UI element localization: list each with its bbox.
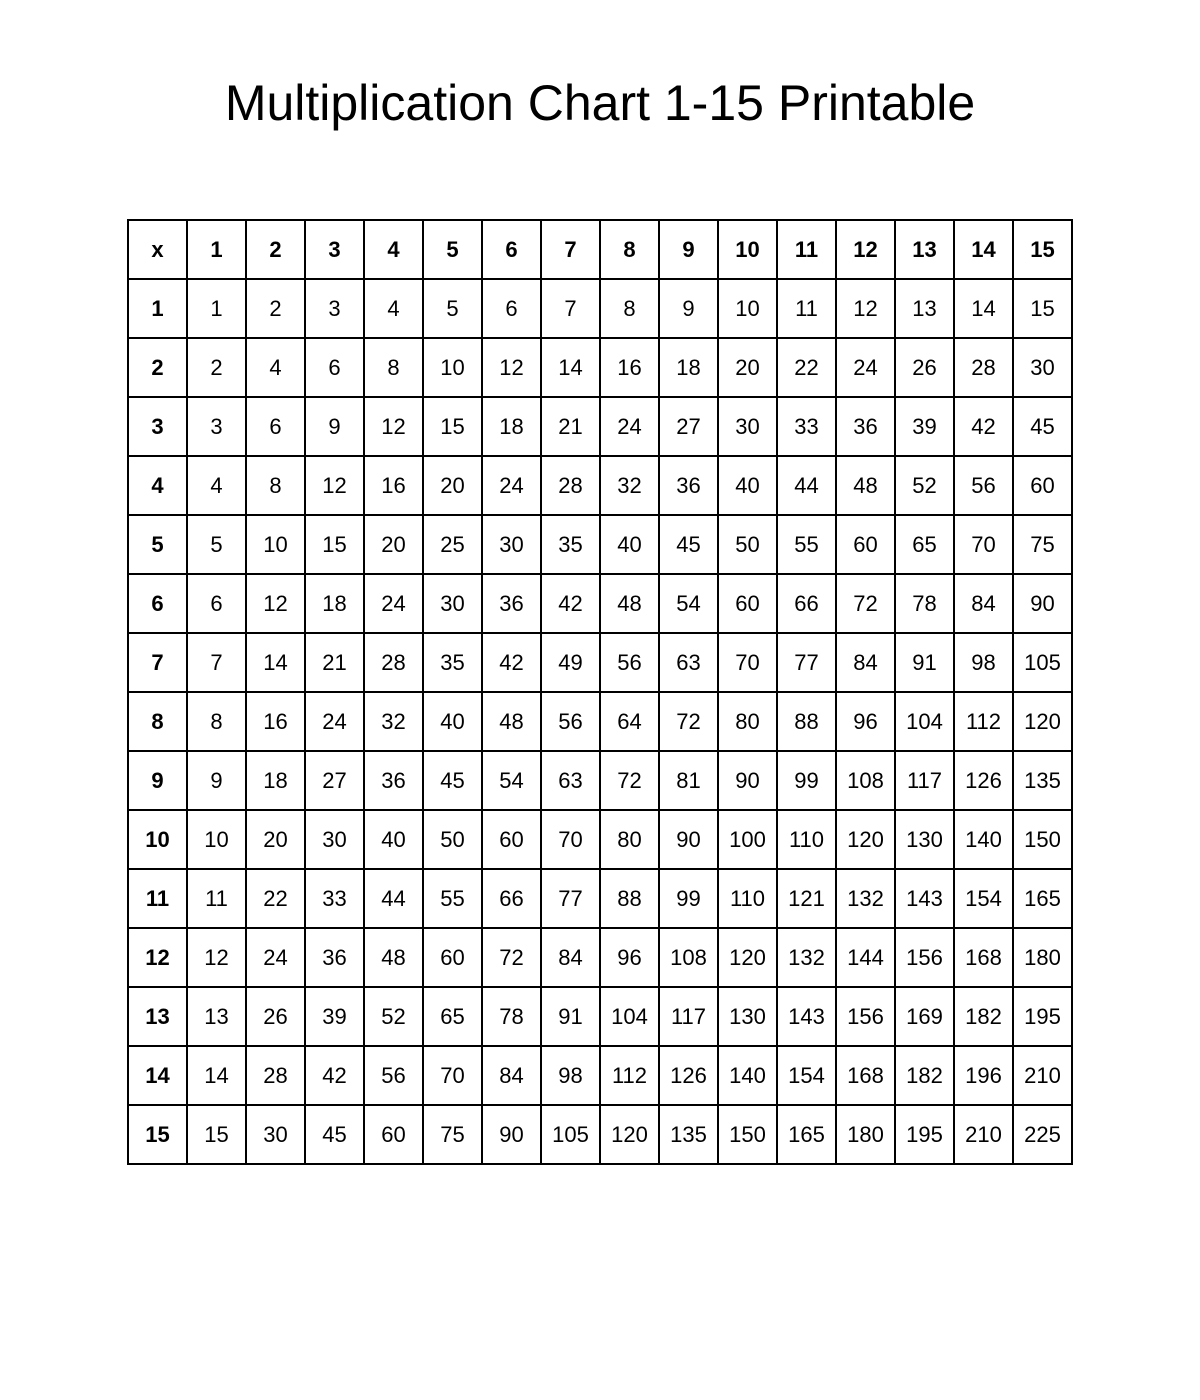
product-cell: 165 xyxy=(777,1105,836,1164)
column-header: 3 xyxy=(305,220,364,279)
product-cell: 24 xyxy=(246,928,305,987)
product-cell: 45 xyxy=(423,751,482,810)
column-header: 15 xyxy=(1013,220,1072,279)
product-cell: 12 xyxy=(187,928,246,987)
column-header: 9 xyxy=(659,220,718,279)
product-cell: 11 xyxy=(777,279,836,338)
product-cell: 24 xyxy=(482,456,541,515)
product-cell: 48 xyxy=(482,692,541,751)
product-cell: 182 xyxy=(954,987,1013,1046)
product-cell: 168 xyxy=(954,928,1013,987)
product-cell: 210 xyxy=(1013,1046,1072,1105)
product-cell: 66 xyxy=(777,574,836,633)
product-cell: 36 xyxy=(659,456,718,515)
product-cell: 56 xyxy=(600,633,659,692)
product-cell: 210 xyxy=(954,1105,1013,1164)
product-cell: 77 xyxy=(541,869,600,928)
product-cell: 25 xyxy=(423,515,482,574)
product-cell: 180 xyxy=(836,1105,895,1164)
product-cell: 99 xyxy=(777,751,836,810)
table-row xyxy=(128,574,1072,633)
product-cell: 28 xyxy=(364,633,423,692)
product-cell: 84 xyxy=(836,633,895,692)
header-row xyxy=(128,220,1072,279)
product-cell: 24 xyxy=(600,397,659,456)
column-header: 4 xyxy=(364,220,423,279)
product-cell: 26 xyxy=(895,338,954,397)
product-cell: 156 xyxy=(895,928,954,987)
product-cell: 40 xyxy=(600,515,659,574)
table-row xyxy=(128,456,1072,515)
product-cell: 75 xyxy=(1013,515,1072,574)
product-cell: 32 xyxy=(364,692,423,751)
column-header: 6 xyxy=(482,220,541,279)
product-cell: 156 xyxy=(836,987,895,1046)
product-cell: 49 xyxy=(541,633,600,692)
table-row xyxy=(128,633,1072,692)
product-cell: 56 xyxy=(954,456,1013,515)
column-header: 13 xyxy=(895,220,954,279)
product-cell: 10 xyxy=(187,810,246,869)
product-cell: 5 xyxy=(423,279,482,338)
product-cell: 13 xyxy=(895,279,954,338)
product-cell: 70 xyxy=(718,633,777,692)
product-cell: 40 xyxy=(364,810,423,869)
product-cell: 44 xyxy=(364,869,423,928)
product-cell: 81 xyxy=(659,751,718,810)
product-cell: 72 xyxy=(482,928,541,987)
product-cell: 135 xyxy=(659,1105,718,1164)
product-cell: 9 xyxy=(659,279,718,338)
product-cell: 48 xyxy=(364,928,423,987)
product-cell: 108 xyxy=(836,751,895,810)
product-cell: 98 xyxy=(954,633,1013,692)
product-cell: 130 xyxy=(718,987,777,1046)
product-cell: 12 xyxy=(364,397,423,456)
page-title: Multiplication Chart 1-15 Printable xyxy=(224,75,976,131)
product-cell: 35 xyxy=(541,515,600,574)
product-cell: 13 xyxy=(187,987,246,1046)
table-body xyxy=(128,220,1072,1164)
table-row xyxy=(128,1105,1072,1164)
product-cell: 195 xyxy=(895,1105,954,1164)
product-cell: 30 xyxy=(246,1105,305,1164)
product-cell: 84 xyxy=(482,1046,541,1105)
product-cell: 20 xyxy=(423,456,482,515)
product-cell: 45 xyxy=(305,1105,364,1164)
product-cell: 15 xyxy=(423,397,482,456)
product-cell: 88 xyxy=(600,869,659,928)
product-cell: 22 xyxy=(246,869,305,928)
product-cell: 33 xyxy=(305,869,364,928)
product-cell: 14 xyxy=(954,279,1013,338)
product-cell: 39 xyxy=(895,397,954,456)
column-header: 11 xyxy=(777,220,836,279)
product-cell: 10 xyxy=(718,279,777,338)
product-cell: 5 xyxy=(187,515,246,574)
product-cell: 30 xyxy=(1013,338,1072,397)
product-cell: 84 xyxy=(954,574,1013,633)
product-cell: 8 xyxy=(187,692,246,751)
product-cell: 104 xyxy=(600,987,659,1046)
product-cell: 40 xyxy=(718,456,777,515)
product-cell: 132 xyxy=(777,928,836,987)
product-cell: 110 xyxy=(777,810,836,869)
product-cell: 42 xyxy=(541,574,600,633)
product-cell: 63 xyxy=(659,633,718,692)
product-cell: 90 xyxy=(482,1105,541,1164)
table-row xyxy=(128,987,1072,1046)
product-cell: 24 xyxy=(836,338,895,397)
table-row xyxy=(128,869,1072,928)
product-cell: 9 xyxy=(187,751,246,810)
row-header: 14 xyxy=(128,1046,187,1105)
product-cell: 28 xyxy=(954,338,1013,397)
product-cell: 36 xyxy=(482,574,541,633)
product-cell: 63 xyxy=(541,751,600,810)
product-cell: 50 xyxy=(423,810,482,869)
row-header: 9 xyxy=(128,751,187,810)
product-cell: 24 xyxy=(364,574,423,633)
product-cell: 135 xyxy=(1013,751,1072,810)
product-cell: 42 xyxy=(482,633,541,692)
product-cell: 100 xyxy=(718,810,777,869)
product-cell: 96 xyxy=(600,928,659,987)
row-header: 4 xyxy=(128,456,187,515)
row-header: 2 xyxy=(128,338,187,397)
product-cell: 15 xyxy=(305,515,364,574)
row-header: 7 xyxy=(128,633,187,692)
product-cell: 64 xyxy=(600,692,659,751)
product-cell: 60 xyxy=(1013,456,1072,515)
row-header: 6 xyxy=(128,574,187,633)
row-header: 5 xyxy=(128,515,187,574)
product-cell: 21 xyxy=(305,633,364,692)
product-cell: 90 xyxy=(1013,574,1072,633)
product-cell: 15 xyxy=(1013,279,1072,338)
product-cell: 10 xyxy=(246,515,305,574)
product-cell: 130 xyxy=(895,810,954,869)
column-header: 10 xyxy=(718,220,777,279)
product-cell: 120 xyxy=(836,810,895,869)
product-cell: 143 xyxy=(895,869,954,928)
product-cell: 80 xyxy=(718,692,777,751)
product-cell: 117 xyxy=(659,987,718,1046)
product-cell: 120 xyxy=(718,928,777,987)
table-row xyxy=(128,397,1072,456)
product-cell: 27 xyxy=(659,397,718,456)
product-cell: 196 xyxy=(954,1046,1013,1105)
product-cell: 144 xyxy=(836,928,895,987)
product-cell: 132 xyxy=(836,869,895,928)
row-header: 12 xyxy=(128,928,187,987)
product-cell: 98 xyxy=(541,1046,600,1105)
product-cell: 121 xyxy=(777,869,836,928)
product-cell: 48 xyxy=(836,456,895,515)
product-cell: 52 xyxy=(895,456,954,515)
product-cell: 18 xyxy=(246,751,305,810)
product-cell: 32 xyxy=(600,456,659,515)
product-cell: 18 xyxy=(305,574,364,633)
table-row xyxy=(128,1046,1072,1105)
product-cell: 30 xyxy=(423,574,482,633)
product-cell: 60 xyxy=(482,810,541,869)
row-header: 13 xyxy=(128,987,187,1046)
product-cell: 8 xyxy=(246,456,305,515)
product-cell: 33 xyxy=(777,397,836,456)
product-cell: 88 xyxy=(777,692,836,751)
product-cell: 26 xyxy=(246,987,305,1046)
table-row xyxy=(128,810,1072,869)
product-cell: 30 xyxy=(305,810,364,869)
product-cell: 108 xyxy=(659,928,718,987)
product-cell: 154 xyxy=(954,869,1013,928)
product-cell: 60 xyxy=(718,574,777,633)
column-header: 5 xyxy=(423,220,482,279)
product-cell: 56 xyxy=(364,1046,423,1105)
product-cell: 225 xyxy=(1013,1105,1072,1164)
product-cell: 180 xyxy=(1013,928,1072,987)
product-cell: 55 xyxy=(423,869,482,928)
product-cell: 14 xyxy=(541,338,600,397)
product-cell: 16 xyxy=(600,338,659,397)
product-cell: 27 xyxy=(305,751,364,810)
product-cell: 112 xyxy=(600,1046,659,1105)
product-cell: 70 xyxy=(541,810,600,869)
product-cell: 35 xyxy=(423,633,482,692)
product-cell: 140 xyxy=(718,1046,777,1105)
column-header: 12 xyxy=(836,220,895,279)
product-cell: 6 xyxy=(482,279,541,338)
product-cell: 24 xyxy=(305,692,364,751)
product-cell: 60 xyxy=(836,515,895,574)
table-row xyxy=(128,279,1072,338)
column-header: 1 xyxy=(187,220,246,279)
product-cell: 30 xyxy=(482,515,541,574)
table-row xyxy=(128,338,1072,397)
product-cell: 30 xyxy=(718,397,777,456)
product-cell: 8 xyxy=(364,338,423,397)
product-cell: 20 xyxy=(364,515,423,574)
product-cell: 10 xyxy=(423,338,482,397)
table-row xyxy=(128,515,1072,574)
product-cell: 3 xyxy=(187,397,246,456)
product-cell: 2 xyxy=(246,279,305,338)
product-cell: 12 xyxy=(305,456,364,515)
row-header: 8 xyxy=(128,692,187,751)
product-cell: 105 xyxy=(1013,633,1072,692)
product-cell: 7 xyxy=(541,279,600,338)
column-header: 7 xyxy=(541,220,600,279)
product-cell: 120 xyxy=(600,1105,659,1164)
product-cell: 45 xyxy=(1013,397,1072,456)
product-cell: 75 xyxy=(423,1105,482,1164)
product-cell: 11 xyxy=(187,869,246,928)
product-cell: 39 xyxy=(305,987,364,1046)
product-cell: 12 xyxy=(246,574,305,633)
product-cell: 117 xyxy=(895,751,954,810)
product-cell: 16 xyxy=(246,692,305,751)
product-cell: 104 xyxy=(895,692,954,751)
row-header: 15 xyxy=(128,1105,187,1164)
product-cell: 12 xyxy=(482,338,541,397)
product-cell: 55 xyxy=(777,515,836,574)
product-cell: 18 xyxy=(659,338,718,397)
row-header: 10 xyxy=(128,810,187,869)
product-cell: 72 xyxy=(836,574,895,633)
product-cell: 84 xyxy=(541,928,600,987)
table-row xyxy=(128,692,1072,751)
product-cell: 4 xyxy=(187,456,246,515)
product-cell: 48 xyxy=(600,574,659,633)
product-cell: 4 xyxy=(364,279,423,338)
product-cell: 72 xyxy=(600,751,659,810)
product-cell: 120 xyxy=(1013,692,1072,751)
product-cell: 78 xyxy=(482,987,541,1046)
product-cell: 126 xyxy=(659,1046,718,1105)
product-cell: 16 xyxy=(364,456,423,515)
table-row xyxy=(128,928,1072,987)
multiplication-table xyxy=(127,219,1073,1165)
product-cell: 6 xyxy=(305,338,364,397)
product-cell: 126 xyxy=(954,751,1013,810)
product-cell: 60 xyxy=(423,928,482,987)
product-cell: 20 xyxy=(718,338,777,397)
product-cell: 9 xyxy=(305,397,364,456)
row-header: 11 xyxy=(128,869,187,928)
product-cell: 112 xyxy=(954,692,1013,751)
product-cell: 165 xyxy=(1013,869,1072,928)
product-cell: 72 xyxy=(659,692,718,751)
product-cell: 169 xyxy=(895,987,954,1046)
product-cell: 40 xyxy=(423,692,482,751)
product-cell: 90 xyxy=(718,751,777,810)
product-cell: 28 xyxy=(246,1046,305,1105)
product-cell: 65 xyxy=(895,515,954,574)
product-cell: 2 xyxy=(187,338,246,397)
product-cell: 90 xyxy=(659,810,718,869)
product-cell: 168 xyxy=(836,1046,895,1105)
product-cell: 195 xyxy=(1013,987,1072,1046)
product-cell: 42 xyxy=(305,1046,364,1105)
row-header: 1 xyxy=(128,279,187,338)
product-cell: 42 xyxy=(954,397,1013,456)
product-cell: 7 xyxy=(187,633,246,692)
product-cell: 45 xyxy=(659,515,718,574)
product-cell: 8 xyxy=(600,279,659,338)
corner-cell: x xyxy=(128,220,187,279)
product-cell: 70 xyxy=(423,1046,482,1105)
product-cell: 56 xyxy=(541,692,600,751)
product-cell: 96 xyxy=(836,692,895,751)
product-cell: 66 xyxy=(482,869,541,928)
product-cell: 6 xyxy=(187,574,246,633)
product-cell: 44 xyxy=(777,456,836,515)
product-cell: 3 xyxy=(305,279,364,338)
column-header: 2 xyxy=(246,220,305,279)
product-cell: 154 xyxy=(777,1046,836,1105)
product-cell: 15 xyxy=(187,1105,246,1164)
product-cell: 150 xyxy=(718,1105,777,1164)
product-cell: 91 xyxy=(541,987,600,1046)
product-cell: 22 xyxy=(777,338,836,397)
product-cell: 143 xyxy=(777,987,836,1046)
product-cell: 36 xyxy=(364,751,423,810)
product-cell: 60 xyxy=(364,1105,423,1164)
product-cell: 182 xyxy=(895,1046,954,1105)
product-cell: 21 xyxy=(541,397,600,456)
product-cell: 14 xyxy=(246,633,305,692)
product-cell: 6 xyxy=(246,397,305,456)
product-cell: 91 xyxy=(895,633,954,692)
product-cell: 50 xyxy=(718,515,777,574)
product-cell: 28 xyxy=(541,456,600,515)
product-cell: 36 xyxy=(836,397,895,456)
product-cell: 20 xyxy=(246,810,305,869)
product-cell: 4 xyxy=(246,338,305,397)
product-cell: 36 xyxy=(305,928,364,987)
product-cell: 65 xyxy=(423,987,482,1046)
product-cell: 18 xyxy=(482,397,541,456)
product-cell: 52 xyxy=(364,987,423,1046)
product-cell: 150 xyxy=(1013,810,1072,869)
column-header: 8 xyxy=(600,220,659,279)
product-cell: 77 xyxy=(777,633,836,692)
product-cell: 54 xyxy=(482,751,541,810)
product-cell: 140 xyxy=(954,810,1013,869)
product-cell: 99 xyxy=(659,869,718,928)
product-cell: 80 xyxy=(600,810,659,869)
product-cell: 54 xyxy=(659,574,718,633)
product-cell: 70 xyxy=(954,515,1013,574)
product-cell: 110 xyxy=(718,869,777,928)
product-cell: 14 xyxy=(187,1046,246,1105)
product-cell: 105 xyxy=(541,1105,600,1164)
product-cell: 78 xyxy=(895,574,954,633)
column-header: 14 xyxy=(954,220,1013,279)
table-row xyxy=(128,751,1072,810)
row-header: 3 xyxy=(128,397,187,456)
product-cell: 1 xyxy=(187,279,246,338)
product-cell: 12 xyxy=(836,279,895,338)
